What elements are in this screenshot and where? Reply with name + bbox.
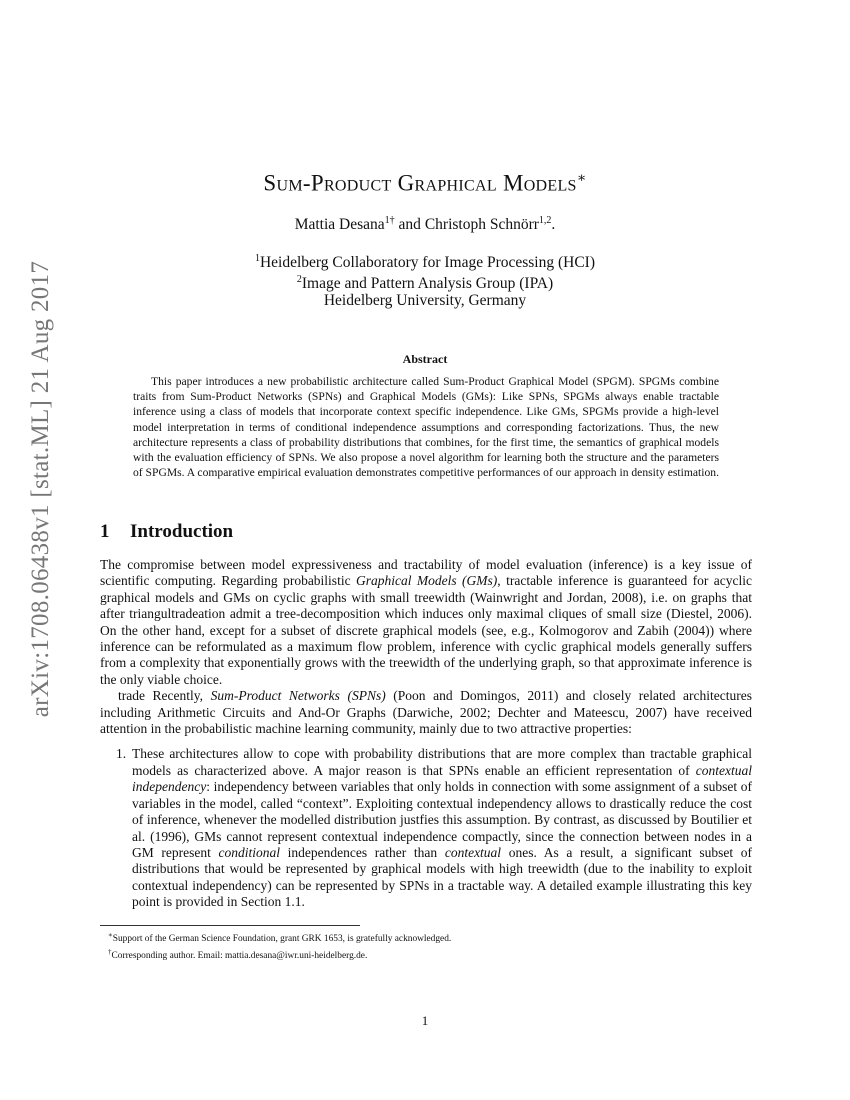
section-heading-introduction <box>100 521 233 543</box>
author-2-marks: 1,2 <box>538 215 552 226</box>
intro-paragraph-1: The compromise between model expressiveness and tractability of model evaluation (inference) is a key issue of scientific computing. Regarding probabilistic Graphical Models (GMs), tractable inference is guaranteed for acyclic graphical models and GMs on cyclic graphs with small treewidth (Wainwright and Jordan, 2008), i.e. on graphs that after triangultradeation admit a tree-decomposition which induces only maximal cliques of small size (Diestel, 2006). On the other hand, except for a subset of discrete graphical models (see, e.g., Kolmogorov and Zabih (2004)) where inference can be reformulated as a maximum flow problem, inference with cyclic graphical models generally suffers from a complexity that exponentially grows with the treewidth of the underlying graph, so that approximate inference is the only viable choice. <box>100 557 753 687</box>
abstract-paragraph: This paper introduces a new probabilistic architecture called Sum-Product Graphical Model (SPGM). SPGMs combine traits from Sum-Product Networks (SPNs) and Graphical Models (GMs): Like SPNs, SPGMs always enable tractable inference using a class of models that incorporate context specific independence. Like GMs, SPGMs provide a high-level model interpretation in terms of conditional independence assumptions and corresponding factorizations. Thus, the new architecture represents a class of probability distributions that combines, for the first time, the semantics of graphical models with the evaluation efficiency of SPNs. We also propose a novel algorithm for learning both the structure and the parameters of SPGMs. A comparative empirical evaluation demonstrates competitive performances of our approach in density estimation. <box>133 375 719 480</box>
affiliation-2: $^2$Image and Pattern Analysis Group (IPA) <box>296 274 554 293</box>
affiliation-1: $^1$Heidelberg Collaboratory for Image Processing (HCI) <box>254 253 596 272</box>
author-line: Mattia Desana$^{1\dagger}$ and Christoph Schnörr$^{1,2}$. <box>294 215 556 234</box>
introduction-body <box>100 557 752 911</box>
author-2-name: Christoph Schnörr <box>424 216 539 234</box>
footnote-1: ∗Support of the German Science Foundation, grant GRK 1653, is gratefully acknowledged. <box>108 931 452 945</box>
list-item: 1. These architectures allow to cope with probability distributions that are more complex than tractable graphical models as characterized above. A major reason is that SPNs enable an efficient representation of contextual independency: independency between variables that only holds in connection with some assignment of a subset of variables in the model, called “context”. Exploiting contextual independency allows to drastically reduce the cost of inference, whenever the modelled distribution justfies this assumption. By contrast, as discussed by Boutilier et al. (1996), GMs cannot represent contextual independence compactly, since the connection between nodes in a GM represent conditional independences rather than contextual ones. As a result, a significant subset of distributions that would be represented by graphical models with high treewidth (due to the inability to exploit contextual independency) can be represented by SPNs in a tractable way. A detailed example illustrating this key point is provided in Section 1.1. <box>116 746 752 910</box>
arxiv-identifier: arXiv:1708.06438v1 [stat.ML] 21 Aug 2017 <box>27 260 55 718</box>
footnotes <box>108 929 748 963</box>
title-footnote-mark: ∗ <box>576 171 587 186</box>
footnote-divider <box>100 925 360 926</box>
abstract-body <box>133 374 719 480</box>
affiliations <box>0 250 850 309</box>
page-number: 1 <box>421 1013 429 1028</box>
paper-title: Sum-Product Graphical Models∗ <box>263 170 587 196</box>
abstract-heading: Abstract <box>402 352 448 366</box>
section-number: 1 <box>100 521 110 542</box>
author-1-name: Mattia Desana <box>294 216 385 234</box>
author-1-marks: 1† <box>384 215 395 226</box>
list-item-number: 1. <box>116 746 127 762</box>
properties-list <box>100 746 752 910</box>
section-title: Introduction <box>130 521 234 542</box>
affiliation-3: Heidelberg University, Germany <box>323 292 527 310</box>
arxiv-sidebar-stamp <box>20 260 62 718</box>
footnote-2: †Corresponding author. Email: mattia.desana@iwr.uni-heidelberg.de. <box>108 948 368 962</box>
intro-paragraph-2: trade Recently, Sum-Product Networks (SPNs) (Poon and Domingos, 2011) and closely related architectures including Arithmetic Circuits and And-Or Graphs (Darwiche, 2002; Dechter and Mateescu, 2007) have received attention in the probabilistic machine learning community, mainly due to two attractive properties: <box>100 688 753 737</box>
